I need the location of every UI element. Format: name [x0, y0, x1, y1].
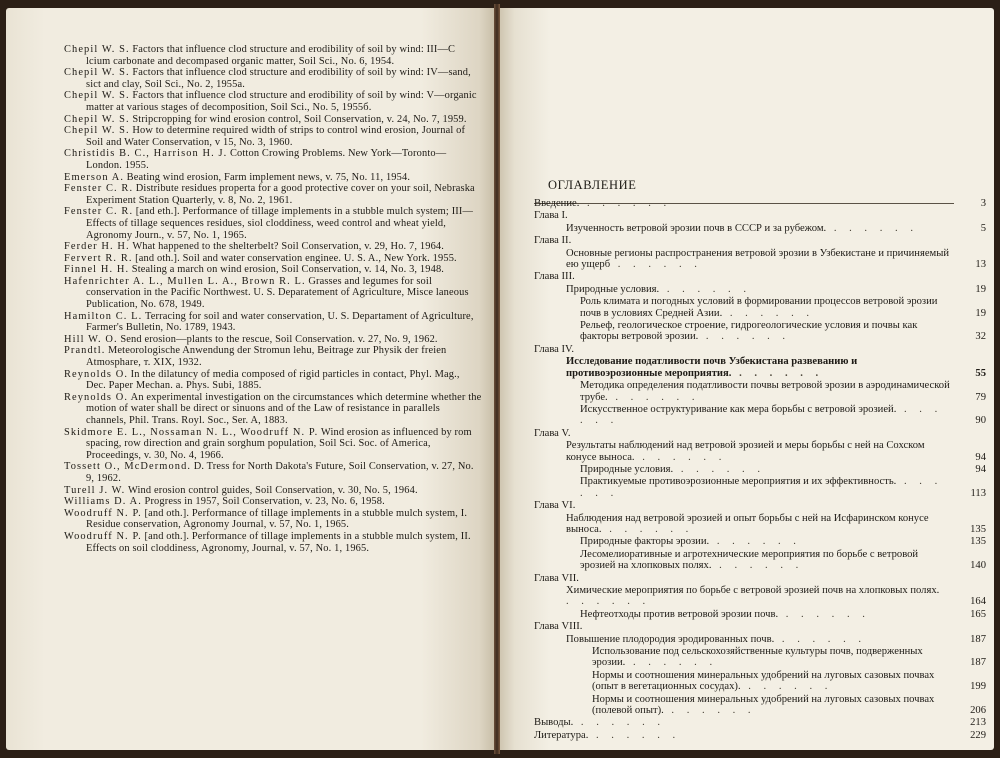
toc-entry — [534, 404, 986, 427]
toc-dot-leader: . . . . . . — [722, 307, 815, 319]
toc-dot-leader: . . . . . . — [580, 403, 943, 427]
toc-entry-label: Глава I. — [534, 210, 568, 222]
toc-page-number: 94 — [975, 451, 986, 463]
reference-author: Chepil W. S. — [64, 44, 130, 55]
reference-text: Beating wind erosion, Farm implement news, v. 75, No. 11, 1954. — [126, 171, 411, 183]
reference-author: Emerson A. — [64, 171, 125, 183]
toc-entry — [534, 320, 986, 343]
toc-page-number: 206 — [970, 705, 986, 717]
toc-entry-label: Глава II. — [534, 235, 572, 247]
toc-entry-label: Рельеф, геологическое строение, гидрогеологические условия и почвы как факторы ветровой эрозии. — [580, 320, 918, 343]
reference-text: Stripcropping for wind erosion control, Soil Conservation, v. 24, No. 7, 1959. — [132, 113, 467, 125]
reference-text: How to determine required width of strips to control wind erosion, Journal of Soil and Water Conservation, v 15, No. 3, 1960. — [86, 125, 466, 148]
toc-entry-label: Литература. — [534, 729, 589, 741]
reference-text: Cotton Crowing Problems. New York—Toronto—London. 1955. — [86, 148, 447, 171]
reference-text: Distribute residues properta for a good protective cover on your soil, Nebraska Experiment Station Quarterly, v. 8, No. 2, 1961. — [86, 183, 475, 206]
reference-text: Factors that influence clod structure and erodibility of soil by wind: III—C lcium carbonate and decompased organic matter, Soil Sci., No. 6, 1954. — [86, 44, 456, 67]
reference-entry — [64, 392, 482, 427]
reference-author: Prandtl. — [64, 345, 106, 357]
toc-entry — [534, 440, 986, 463]
toc-page-number: 90 — [975, 415, 986, 427]
toc-dot-leader: . . . . . . — [778, 608, 870, 620]
reference-entry — [64, 172, 482, 184]
toc-entry — [534, 198, 986, 209]
reference-entry — [64, 461, 482, 484]
reference-text: Factors that influence clod structure and erodibility of soil by wind: V—organic matter at various stages of decomposition, Soil Sci., No. 5, 1955б. — [86, 90, 477, 113]
toc-entry — [534, 670, 986, 693]
toc-dot-leader: . . . . . . — [673, 463, 765, 475]
reference-entry — [64, 67, 482, 90]
toc-chapter-heading — [534, 573, 986, 584]
toc-entry — [534, 585, 986, 608]
toc-page-number: 135 — [970, 523, 986, 535]
toc-dot-leader: . . . . . . — [588, 729, 681, 741]
reference-entry — [64, 44, 482, 67]
reference-entry — [64, 90, 482, 113]
toc-dot-leader: . . . . . . — [625, 657, 718, 669]
reference-author: Christidis B. C., Harrison H. J. — [64, 148, 228, 160]
toc-dot-leader: . . . . . . — [709, 536, 801, 548]
reference-entry — [64, 508, 482, 531]
toc-dot-leader: . . . . . . — [774, 633, 867, 645]
toc-entry-label: Глава VI. — [534, 500, 576, 512]
toc-chapter-heading — [534, 210, 986, 221]
toc-entry-label: Глава VII. — [534, 572, 579, 584]
reference-entry — [64, 369, 482, 392]
toc-entry — [534, 634, 986, 645]
reference-text: [and eth.]. Performance of tillage implements in a stubble mulch system; III—Effects of tillage sequences residues, siol cloddiness, weed control and wheat yield, Agronomy Journ., v. 57, No. 1, 1965. — [86, 206, 474, 241]
toc-entry-label: Исследование податливости почв Узбекистана развеванию и противоэрозионные мероприятия. — [566, 356, 858, 379]
toc-chapter-heading — [534, 344, 986, 355]
toc-entry-label: Изученность ветровой эрозии почв в СССР и за рубежом. — [566, 222, 827, 234]
reference-text: [and oth.]. Performance of tillage implements in a stubble mulch system, I. Residue conservation, Agronomy Journal, v. 57, No. 1, 1965. — [86, 507, 468, 531]
toc-dot-leader: . . . . . . — [580, 476, 943, 499]
toc-entry — [534, 513, 986, 536]
reference-entry — [64, 253, 482, 265]
toc-dot-leader: . . . . . . — [731, 367, 824, 379]
reference-entry — [64, 183, 482, 206]
reference-author: Reynolds O. — [64, 391, 129, 403]
toc-dot-leader: . . . . . . — [610, 259, 702, 271]
toc-dot-leader: . . . . . . — [711, 560, 804, 572]
reference-entry — [64, 531, 482, 554]
toc-entry-label: Искусственное оструктуривание как мера борьбы с ветровой эрозией. — [580, 403, 897, 415]
toc-page-number: 213 — [970, 717, 986, 729]
reference-author: Chepil W. S. — [64, 90, 130, 102]
toc-page-number: 135 — [970, 536, 986, 548]
toc-entry-label: Повышение плодородия эродированных почв. — [566, 633, 775, 645]
reference-text: Terracing for soil and water conservation, U. S. Departament of Agriculture, Farmer's Bulletin, No. 1789, 1943. — [86, 310, 474, 334]
toc-page-number: 199 — [970, 681, 986, 693]
toc-entry-label: Природные условия. — [580, 463, 674, 475]
toc-page-number: 187 — [970, 633, 986, 645]
reference-author: Chepil W. S. — [64, 113, 130, 125]
toc-chapter-heading — [534, 428, 986, 439]
reference-text: Meteorologische Anwendung der Stromun lehu, Beitrage zur Physik der freien Atmosphare, т. XIX, 1932. — [86, 345, 447, 369]
reference-author: Turell J. W. — [64, 484, 126, 496]
reference-entry — [64, 276, 482, 311]
reference-entry — [64, 485, 482, 497]
reference-text: Grasses and legumes for soil conservation in the Pacific Northwest. U. S. Deparatement of Agriculture, Misce laneous Publication, No. 678, 1949. — [86, 275, 469, 311]
reference-author: Reynolds O. — [64, 368, 129, 380]
reference-text: [and oth.]. Performance of tillage implements in a stubble mulch system, II. Effects on soil cloddiness, Agronomy, Journal, v. 57, No. 1, 1965. — [86, 530, 471, 554]
reference-author: Williams D. A. — [64, 496, 142, 508]
reference-author: Skidmore E. L., Nossaman N. L., Woodruff N. P. — [64, 426, 319, 438]
toc-dot-leader: . . . . . . — [740, 681, 833, 693]
reference-entry — [64, 427, 482, 462]
toc-dot-leader: . . . . . . — [663, 705, 756, 717]
toc-entry — [534, 476, 986, 499]
toc-entry-label: Введение. — [534, 198, 580, 209]
bibliography — [64, 44, 482, 554]
toc-entry — [534, 464, 986, 475]
reference-entry — [64, 114, 482, 126]
reference-text: Progress in 1957, Soil Conservation, v. 23, No. 6, 1958. — [144, 496, 385, 508]
toc-entry-label: Глава III. — [534, 271, 575, 283]
toc-page-number: 165 — [970, 608, 986, 620]
toc-entry — [534, 284, 986, 295]
toc-page-number: 140 — [970, 560, 986, 572]
reference-entry — [64, 206, 482, 241]
toc-entry-label: Основные регионы распространения ветровой эрозии в Узбекистане и причиняемый ею ущерб — [566, 247, 950, 271]
reference-author: Fenster C. R. — [64, 206, 134, 218]
toc-chapter-heading — [534, 500, 986, 511]
toc-entry-label: Использование под сельскохозяйственные культуры почв, подверженных эрозии. — [592, 646, 923, 669]
toc-page-number: 79 — [975, 391, 986, 403]
reference-author: Woodruff N. P. — [64, 507, 142, 519]
reference-text: What happened to the shelterbelt? Soil Conservation, v. 29, Ho. 7, 1964. — [132, 241, 445, 253]
toc-entry — [534, 646, 986, 669]
toc-page-number: 187 — [970, 657, 986, 669]
left-page — [6, 8, 494, 750]
reference-author: Woodruff N. P. — [64, 530, 142, 542]
toc-dot-leader: . . . . . . — [698, 331, 791, 343]
toc-page-number: 164 — [970, 596, 986, 608]
toc-page-number: 32 — [975, 331, 986, 343]
toc-entry — [534, 694, 986, 717]
toc-entry — [534, 248, 986, 271]
toc-page-number: 229 — [970, 729, 986, 741]
reference-author: Tossett O., McDermond. — [64, 461, 192, 473]
reference-text: Stealing a march on wind erosion, Soil Conservation, v. 14, No. 3, 1948. — [131, 264, 445, 276]
toc-entry — [534, 296, 986, 319]
toc-entry-label: Глава IV. — [534, 343, 574, 355]
toc-entry-label: Роль климата и погодных условий в формировании процессов ветровой эрозии почв в условиях Средней Азии. — [580, 296, 938, 319]
toc-entry-label: Лесомелиоративные и агротехнические мероприятия по борьбе с ветровой эрозией на хлопковых полях. — [580, 548, 919, 572]
reference-author: Hafenrichter A. L., Mullen L. A., Brown R. L. — [64, 275, 306, 287]
toc-entry — [534, 380, 986, 403]
reference-entry — [64, 264, 482, 276]
toc-page-number: 3 — [980, 198, 986, 209]
reference-author: Fervert R. R. — [64, 252, 133, 264]
toc-dot-leader: . . . . . . — [607, 391, 700, 403]
reference-text: Wind erosion control guides, Soil Conservation, v. 30, No. 5, 1964. — [127, 484, 418, 496]
toc-entry — [534, 730, 986, 741]
reference-text: Factors that influence clod structure and erodibility of soil by wind: IV—sand, sict and clay, Soil Sci., No. 2, 1955a. — [86, 67, 471, 90]
toc-dot-leader: . . . . . . — [579, 198, 672, 209]
toc-entry-label: Наблюдения над ветровой эрозией и опыт борьбы с ней на Исфаринском конусе выноса. — [566, 512, 929, 535]
toc-chapter-heading — [534, 235, 986, 246]
toc-entry-label: Практикуемые противоэрозионные мероприятия и их эффективность. — [580, 476, 897, 488]
toc-page-number: 19 — [975, 283, 986, 295]
reference-author: Fenster C. R. — [64, 183, 134, 195]
reference-text: D. Tress for North Dakota's Future, Soil Conservation, v. 27, No. 9, 1962. — [86, 461, 474, 484]
reference-author: Finnel H. H. — [64, 264, 130, 276]
toc-entry — [534, 609, 986, 620]
table-of-contents — [534, 198, 986, 742]
reference-entry — [64, 148, 482, 171]
toc-entry-label: Природные условия. — [566, 283, 660, 295]
reference-text: Send erosion—plants to the rescue, Soil Conservation. v. 27, No. 9, 1962. — [120, 333, 438, 345]
toc-page-number: 5 — [980, 222, 986, 234]
toc-entry — [534, 223, 986, 234]
toc-chapter-heading — [534, 271, 986, 282]
reference-text: [and oth.]. Soil and water conservation enginee. U. S. A., New York. 1955. — [135, 252, 457, 264]
reference-author: Chepil W. S. — [64, 125, 130, 137]
toc-page-number: 94 — [975, 463, 986, 475]
toc-dot-leader: . . . . . . — [566, 596, 651, 608]
toc-entry-label: Нормы и соотношения минеральных удобрений на луговых сазовых почвах (опыт в вегетационных сосудах). — [592, 669, 935, 693]
reference-author: Hamilton C. L. — [64, 310, 143, 322]
toc-entry — [534, 549, 986, 572]
toc-entry-label: Природные факторы эрозии. — [580, 536, 710, 548]
toc-dot-leader: . . . . . . — [826, 222, 918, 234]
reference-entry — [64, 345, 482, 368]
toc-dot-leader: . . . . . . — [659, 283, 751, 295]
toc-entry-label: Нефтеотходы против ветровой эрозии почв. — [580, 608, 779, 620]
toc-page-number: 13 — [975, 259, 986, 271]
toc-entry — [534, 536, 986, 547]
toc-entry-label: Результаты наблюдений над ветровой эрозией и меры борьбы с ней на Сохском конусе выноса. — [566, 440, 925, 463]
right-page — [500, 8, 994, 750]
toc-entry-label: Глава V. — [534, 427, 571, 439]
toc-page-number: 19 — [975, 307, 986, 319]
reference-entry — [64, 311, 482, 334]
reference-entry — [64, 125, 482, 148]
toc-entry-label: Нормы и соотношения минеральных удобрений на луговых сазовых почвах (полевой опыт). — [592, 693, 935, 717]
toc-page-number: 113 — [970, 487, 986, 499]
reference-entry — [64, 241, 482, 253]
reference-text: An experimental investigation on the circumstances which determine whether the motion of water shall be direct or sinuons and of the Law of resistance in parallels channels, Phil. Trans. Royl. Soc., Ser. A, 1883. — [86, 391, 482, 426]
toc-page-number: 55 — [975, 367, 986, 379]
toc-entry-label: Химические мероприятия по борьбе с ветровой эрозией почв на хлопковых полях. — [566, 585, 940, 596]
toc-chapter-heading — [534, 621, 986, 632]
reference-entry — [64, 496, 482, 508]
toc-entry-label: Методика определения податливости почвы ветровой эрозии в аэродинамической трубе. — [580, 380, 950, 403]
reference-author: Ferder H. H. — [64, 241, 130, 253]
toc-entry — [534, 356, 986, 379]
toc-dot-leader: . . . . . . — [634, 451, 727, 463]
toc-dot-leader: . . . . . . — [601, 523, 694, 535]
toc-dot-leader: . . . . . . — [573, 717, 666, 729]
toc-entry-label: Выводы. — [534, 717, 574, 729]
toc-entry-label: Глава VIII. — [534, 621, 583, 633]
reference-author: Hill W. O. — [64, 333, 118, 345]
reference-text: In the dilatuncy of media composed of rigid particles in contact, Phyl. Mag., Dec. Paper Mechan. a. Phys. Subi, 1885. — [86, 368, 460, 392]
toc-title: ОГЛАВЛЕНИЕ — [548, 178, 637, 192]
reference-text: Wind erosion as influenced by rom spacing, row direction and grain sorghum population, Soil Sci. Soc. of America, Proceedings, v. 30, No. 4, 1966. — [86, 426, 472, 461]
reference-author: Chepil W. S. — [64, 67, 130, 79]
toc-entry — [534, 717, 986, 728]
reference-entry — [64, 334, 482, 346]
